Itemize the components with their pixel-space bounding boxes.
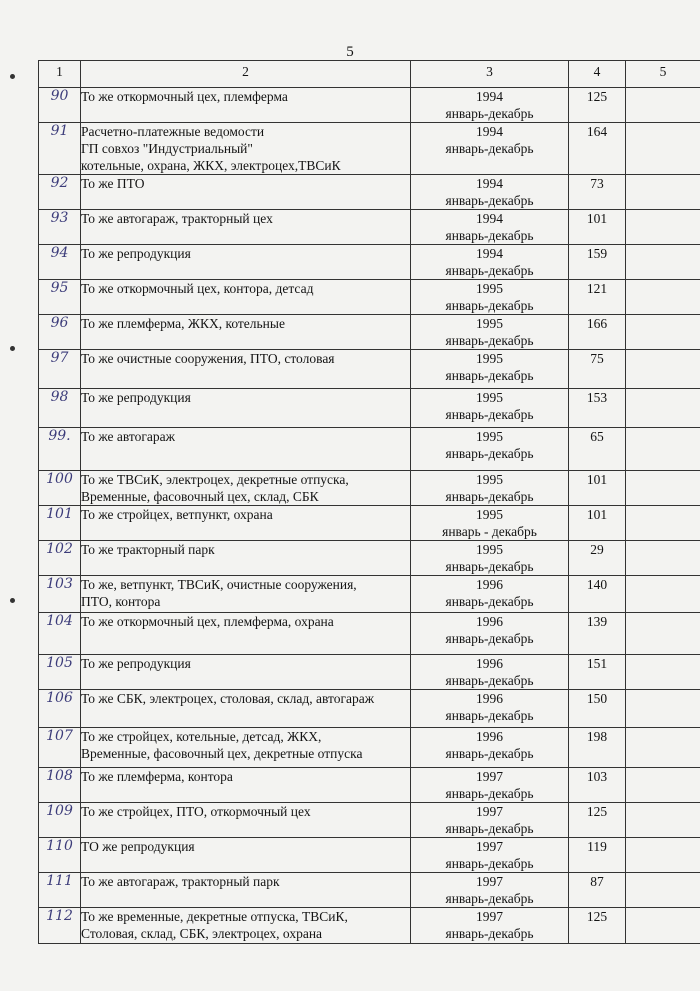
title-line: То же ТВСиК, электроцех, декретные отпуска,: [81, 472, 349, 487]
notes-cell: [626, 175, 700, 210]
date-year: 1995: [476, 390, 503, 405]
sheet-count: 101: [569, 471, 626, 506]
item-dates: [411, 210, 569, 245]
date-period: январь-декабрь: [445, 489, 534, 504]
item-dates: [411, 768, 569, 803]
sheet-count: 198: [569, 728, 626, 768]
sheet-count: 125: [569, 908, 626, 944]
date-year: 1995: [476, 507, 503, 522]
notes-cell: [626, 873, 700, 908]
date-year: 1994: [476, 211, 503, 226]
sheet-count: 73: [569, 175, 626, 210]
item-dates: [411, 655, 569, 690]
date-period: январь-декабрь: [445, 746, 534, 761]
item-number: 105: [39, 655, 81, 690]
inventory-table: [38, 60, 700, 944]
title-line: То же откормочный цех, племферма, охрана: [81, 614, 334, 629]
title-line: То же автогараж, тракторный парк: [81, 874, 280, 889]
date-period: январь-декабрь: [445, 446, 534, 461]
notes-cell: [626, 245, 700, 280]
item-title: [81, 768, 411, 803]
notes-cell: [626, 123, 700, 175]
item-number: 111: [39, 873, 81, 908]
date-period: январь-декабрь: [445, 926, 534, 941]
title-line: То же откормочный цех, племферма: [81, 89, 288, 104]
item-title: [81, 655, 411, 690]
notes-cell: [626, 88, 700, 123]
item-title: [81, 123, 411, 175]
title-line: котельные, охрана, ЖКХ, электроцех,ТВСиК: [81, 158, 341, 173]
sheet-count: 101: [569, 506, 626, 541]
table-row: [39, 389, 700, 428]
column-header: 2: [81, 61, 411, 88]
title-line: То же откормочный цех, контора, детсад: [81, 281, 314, 296]
table-row: [39, 838, 700, 873]
item-dates: [411, 280, 569, 315]
sheet-count: 125: [569, 803, 626, 838]
sheet-count: 119: [569, 838, 626, 873]
item-dates: [411, 803, 569, 838]
item-dates: [411, 613, 569, 655]
title-line: ГП совхоз "Индустриальный": [81, 141, 253, 156]
notes-cell: [626, 506, 700, 541]
title-line: То же репродукция: [81, 246, 191, 261]
sheet-count: 140: [569, 576, 626, 613]
item-title: [81, 908, 411, 944]
table-row: [39, 613, 700, 655]
sheet-count: 87: [569, 873, 626, 908]
punch-mark: [10, 74, 15, 79]
item-dates: [411, 315, 569, 350]
column-header: 4: [569, 61, 626, 88]
date-period: январь-декабрь: [445, 263, 534, 278]
item-number: 106: [39, 690, 81, 728]
item-number: 112: [39, 908, 81, 944]
sheet-count: 150: [569, 690, 626, 728]
notes-cell: [626, 350, 700, 389]
title-line: То же СБК, электроцех, столовая, склад, автогараж: [81, 691, 375, 706]
notes-cell: [626, 613, 700, 655]
item-dates: [411, 838, 569, 873]
table-row: [39, 245, 700, 280]
title-line: То же автогараж, тракторный цех: [81, 211, 273, 226]
table-row: [39, 175, 700, 210]
title-line: То же временные, декретные отпуска, ТВСиК,: [81, 909, 348, 924]
item-dates: [411, 541, 569, 576]
table-row: [39, 428, 700, 471]
item-title: [81, 838, 411, 873]
date-year: 1997: [476, 839, 503, 854]
table-row: [39, 576, 700, 613]
item-number: 107: [39, 728, 81, 768]
sheet-count: 166: [569, 315, 626, 350]
table-row: [39, 728, 700, 768]
title-line: То же, ветпункт, ТВСиК, очистные сооружения,: [81, 577, 357, 592]
date-year: 1995: [476, 351, 503, 366]
title-line: Временные, фасовочный цех, декретные отпуска: [81, 746, 363, 761]
notes-cell: [626, 541, 700, 576]
item-title: [81, 803, 411, 838]
date-year: 1994: [476, 176, 503, 191]
date-period: январь-декабрь: [445, 673, 534, 688]
date-year: 1996: [476, 656, 503, 671]
item-number: 96: [39, 315, 81, 350]
date-year: 1995: [476, 316, 503, 331]
date-year: 1994: [476, 124, 503, 139]
date-period: январь-декабрь: [445, 141, 534, 156]
item-dates: [411, 123, 569, 175]
date-year: 1997: [476, 804, 503, 819]
table-row: [39, 768, 700, 803]
date-period: январь-декабрь: [445, 106, 534, 121]
item-title: [81, 506, 411, 541]
item-title: [81, 576, 411, 613]
title-line: То же репродукция: [81, 390, 191, 405]
item-number: 95: [39, 280, 81, 315]
date-period: январь-декабрь: [445, 193, 534, 208]
item-number: 99.: [39, 428, 81, 471]
item-number: 93: [39, 210, 81, 245]
table-row: [39, 350, 700, 389]
item-number: 110: [39, 838, 81, 873]
item-title: [81, 471, 411, 506]
title-line: То же автогараж: [81, 429, 175, 444]
notes-cell: [626, 803, 700, 838]
title-line: То же ПТО: [81, 176, 145, 191]
title-line: То же очистные сооружения, ПТО, столовая: [81, 351, 335, 366]
date-period: январь-декабрь: [445, 298, 534, 313]
date-year: 1995: [476, 472, 503, 487]
notes-cell: [626, 576, 700, 613]
date-period: январь-декабрь: [445, 631, 534, 646]
item-title: [81, 690, 411, 728]
table-row: [39, 315, 700, 350]
item-dates: [411, 506, 569, 541]
date-period: январь-декабрь: [445, 228, 534, 243]
item-title: [81, 350, 411, 389]
table-row: [39, 541, 700, 576]
date-period: январь-декабрь: [445, 821, 534, 836]
table-row: [39, 210, 700, 245]
table-row: [39, 908, 700, 944]
item-dates: [411, 428, 569, 471]
item-dates: [411, 728, 569, 768]
item-number: 98: [39, 389, 81, 428]
notes-cell: [626, 908, 700, 944]
sheet-count: 121: [569, 280, 626, 315]
item-title: [81, 728, 411, 768]
date-year: 1994: [476, 89, 503, 104]
notes-cell: [626, 315, 700, 350]
item-title: [81, 873, 411, 908]
date-year: 1996: [476, 614, 503, 629]
table-row: [39, 506, 700, 541]
date-period: январь-декабрь: [445, 708, 534, 723]
item-number: 94: [39, 245, 81, 280]
item-number: 101: [39, 506, 81, 541]
sheet-count: 139: [569, 613, 626, 655]
date-period: январь-декабрь: [445, 786, 534, 801]
item-dates: [411, 908, 569, 944]
item-number: 90: [39, 88, 81, 123]
notes-cell: [626, 471, 700, 506]
date-period: январь-декабрь: [445, 368, 534, 383]
date-period: январь-декабрь: [445, 559, 534, 574]
notes-cell: [626, 690, 700, 728]
item-title: [81, 315, 411, 350]
item-dates: [411, 576, 569, 613]
date-year: 1997: [476, 909, 503, 924]
title-line: То же племферма, ЖКХ, котельные: [81, 316, 285, 331]
item-number: 100: [39, 471, 81, 506]
table-row: [39, 123, 700, 175]
date-year: 1995: [476, 429, 503, 444]
item-title: [81, 245, 411, 280]
notes-cell: [626, 428, 700, 471]
table-row: [39, 280, 700, 315]
date-period: январь-декабрь: [445, 891, 534, 906]
sheet-count: 125: [569, 88, 626, 123]
item-title: [81, 428, 411, 471]
title-line: То же стройцех, котельные, детсад, ЖКХ,: [81, 729, 322, 744]
notes-cell: [626, 838, 700, 873]
date-year: 1994: [476, 246, 503, 261]
column-header: 3: [411, 61, 569, 88]
title-line: Расчетно-платежные ведомости: [81, 124, 265, 139]
title-line: То же стройцех, ПТО, откормочный цех: [81, 804, 311, 819]
item-title: [81, 88, 411, 123]
item-number: 92: [39, 175, 81, 210]
item-number: 103: [39, 576, 81, 613]
punch-mark: [10, 346, 15, 351]
item-dates: [411, 389, 569, 428]
date-year: 1995: [476, 281, 503, 296]
item-number: 104: [39, 613, 81, 655]
item-dates: [411, 175, 569, 210]
sheet-count: 65: [569, 428, 626, 471]
title-line: ТО же репродукция: [81, 839, 195, 854]
date-year: 1997: [476, 874, 503, 889]
item-title: [81, 389, 411, 428]
notes-cell: [626, 728, 700, 768]
sheet-count: 75: [569, 350, 626, 389]
page-number: 5: [346, 44, 354, 60]
date-period: январь-декабрь: [445, 407, 534, 422]
item-dates: [411, 350, 569, 389]
item-title: [81, 175, 411, 210]
date-year: 1995: [476, 542, 503, 557]
sheet-count: 151: [569, 655, 626, 690]
item-title: [81, 541, 411, 576]
item-title: [81, 210, 411, 245]
sheet-count: 164: [569, 123, 626, 175]
table-row: [39, 690, 700, 728]
item-number: 97: [39, 350, 81, 389]
date-period: январь-декабрь: [445, 594, 534, 609]
title-line: Временные, фасовочный цех, склад, СБК: [81, 489, 319, 504]
title-line: Столовая, склад, СБК, электроцех, охрана: [81, 926, 323, 941]
item-number: 102: [39, 541, 81, 576]
title-line: То же племферма, контора: [81, 769, 233, 784]
column-header: 5: [626, 61, 700, 88]
sheet-count: 159: [569, 245, 626, 280]
title-line: То же стройцех, ветпункт, охрана: [81, 507, 273, 522]
header-row: [39, 61, 700, 88]
date-period: январь-декабрь: [445, 333, 534, 348]
title-line: ПТО, контора: [81, 594, 161, 609]
item-number: 108: [39, 768, 81, 803]
date-year: 1996: [476, 729, 503, 744]
item-title: [81, 613, 411, 655]
table-row: [39, 873, 700, 908]
notes-cell: [626, 389, 700, 428]
item-dates: [411, 471, 569, 506]
date-period: январь - декабрь: [442, 524, 537, 539]
table-row: [39, 655, 700, 690]
item-number: 91: [39, 123, 81, 175]
column-header: 1: [39, 61, 81, 88]
sheet-count: 153: [569, 389, 626, 428]
table-row: [39, 471, 700, 506]
date-year: 1997: [476, 769, 503, 784]
item-dates: [411, 245, 569, 280]
table-row: [39, 803, 700, 838]
date-period: январь-декабрь: [445, 856, 534, 871]
title-line: То же тракторный парк: [81, 542, 215, 557]
item-dates: [411, 873, 569, 908]
sheet-count: 101: [569, 210, 626, 245]
date-year: 1996: [476, 577, 503, 592]
notes-cell: [626, 280, 700, 315]
sheet-count: 103: [569, 768, 626, 803]
item-dates: [411, 88, 569, 123]
punch-mark: [10, 598, 15, 603]
item-dates: [411, 690, 569, 728]
title-line: То же репродукция: [81, 656, 191, 671]
notes-cell: [626, 655, 700, 690]
table-row: [39, 88, 700, 123]
notes-cell: [626, 768, 700, 803]
item-title: [81, 280, 411, 315]
date-year: 1996: [476, 691, 503, 706]
notes-cell: [626, 210, 700, 245]
sheet-count: 29: [569, 541, 626, 576]
item-number: 109: [39, 803, 81, 838]
